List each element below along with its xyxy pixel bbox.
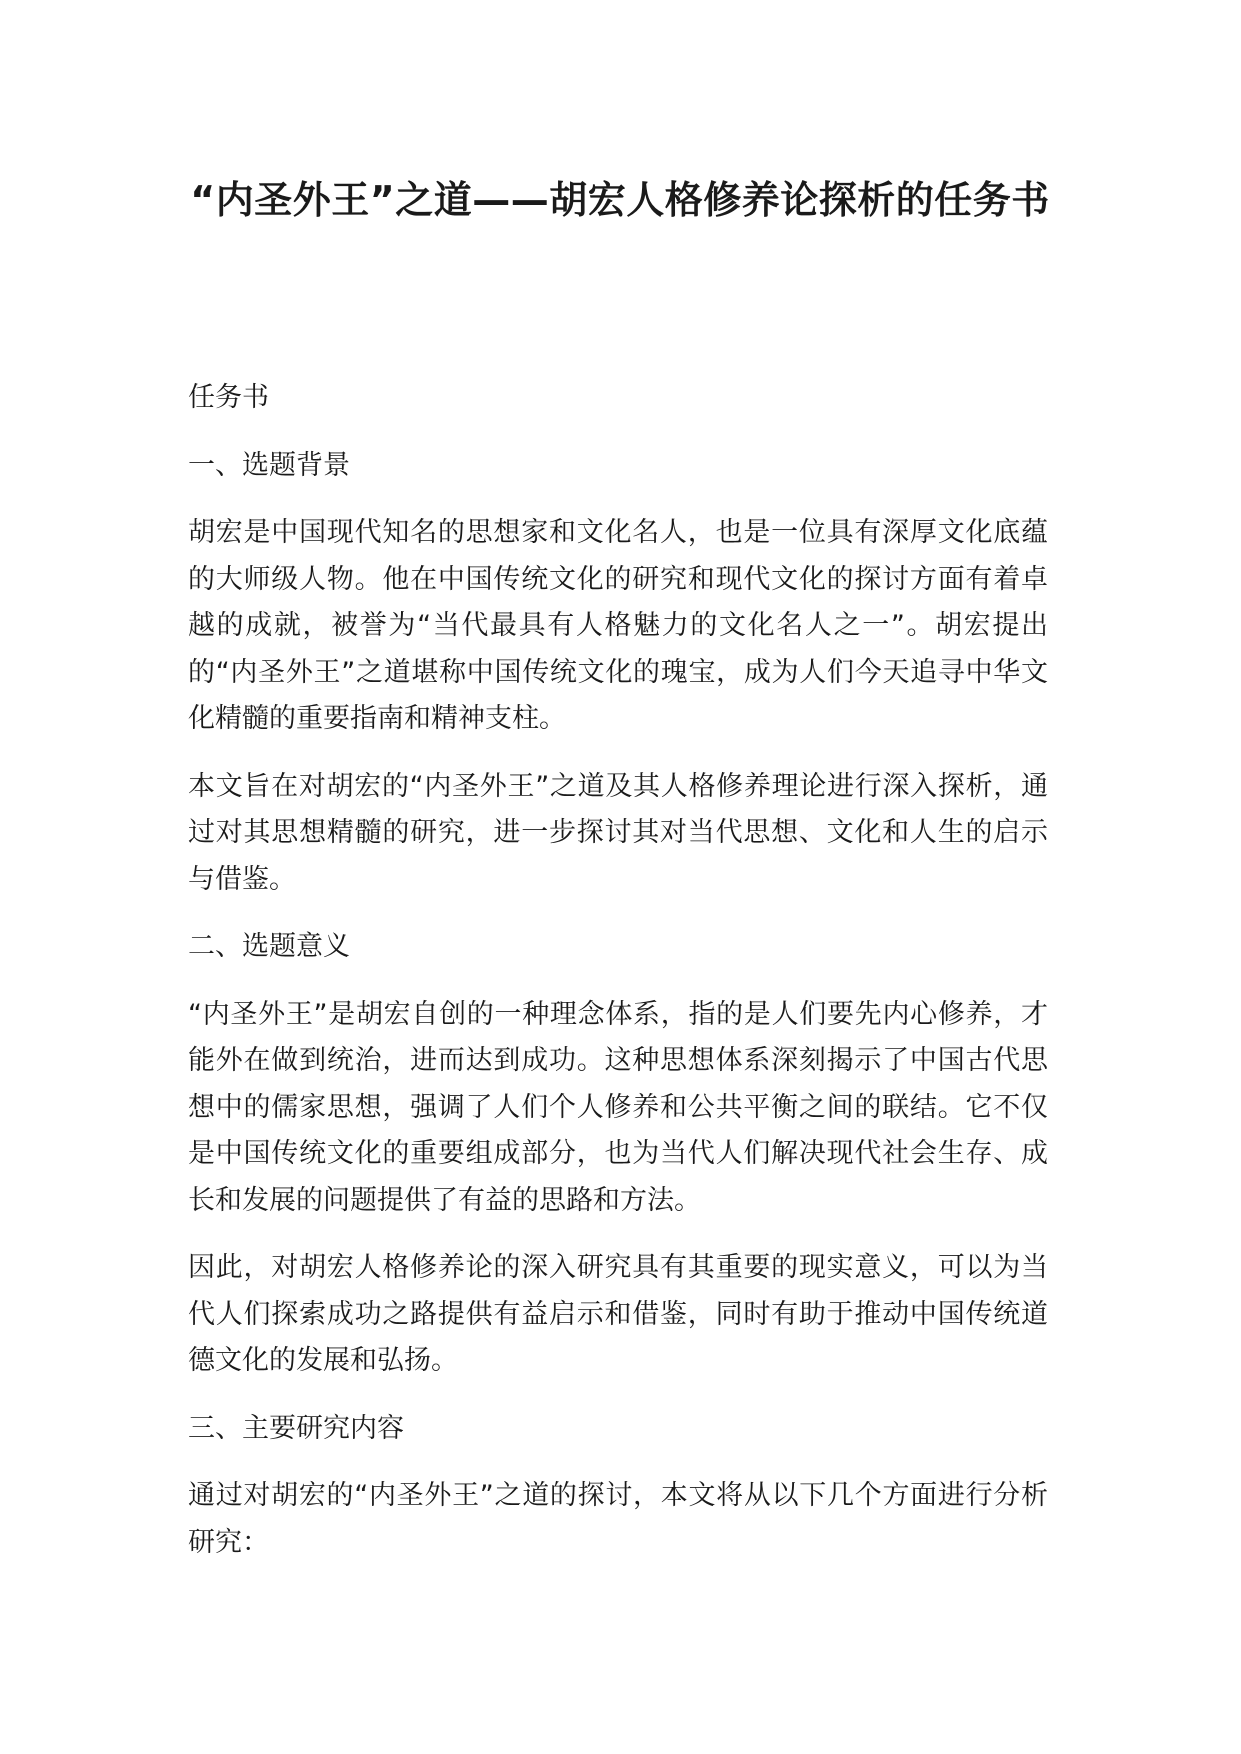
document-title: “内圣外王”之道——胡宏人格修养论探析的任务书	[190, 178, 1050, 222]
paragraph-significance-1: “内圣外王”是胡宏自创的一种理念体系，指的是人们要先内心修养，才能外在做到统治，进而达到成功。这种思想体系深刻揭示了中国古代思想中的儒家思想，强调了人们个人修养和公共平衡之间的联结。它不仅是中国传统文化的重要组成部分，也为当代人们解决现代社会生存、成长和发展的问题提供了有益的思路和方法。	[188, 998, 1048, 1216]
section-heading-research-content: 三、主要研究内容	[188, 1412, 404, 1444]
paragraph-significance-2: 因此，对胡宏人格修养论的深入研究具有其重要的现实意义，可以为当代人们探索成功之路提供有益启示和借鉴，同时有助于推动中国传统道德文化的发展和弘扬。	[188, 1252, 1048, 1376]
document-body	[188, 375, 1048, 1587]
paragraph-background-1: 胡宏是中国现代知名的思想家和文化名人，也是一位具有深厚文化底蕴的大师级人物。他在中国传统文化的研究和现代文化的探讨方面有着卓越的成就，被誉为“当代最具有人格魅力的文化名人之一”。胡宏提出的“内圣外王”之道堪称中国传统文化的瑰宝，成为人们今天追寻中华文化精髓的重要指南和精神支柱。	[188, 517, 1048, 734]
paragraph-research-content-1: 通过对胡宏的“内圣外王”之道的探讨，本文将从以下几个方面进行分析研究：	[188, 1480, 1048, 1558]
section-heading-significance: 二、选题意义	[188, 931, 350, 962]
section-heading-task: 任务书	[188, 382, 269, 413]
section-heading-background: 一、选题背景	[188, 449, 350, 481]
paragraph-background-2: 本文旨在对胡宏的“内圣外王”之道及其人格修养理论进行深入探析，通过对其思想精髓的研究，进一步探讨其对当代思想、文化和人生的启示与借鉴。	[188, 770, 1048, 895]
